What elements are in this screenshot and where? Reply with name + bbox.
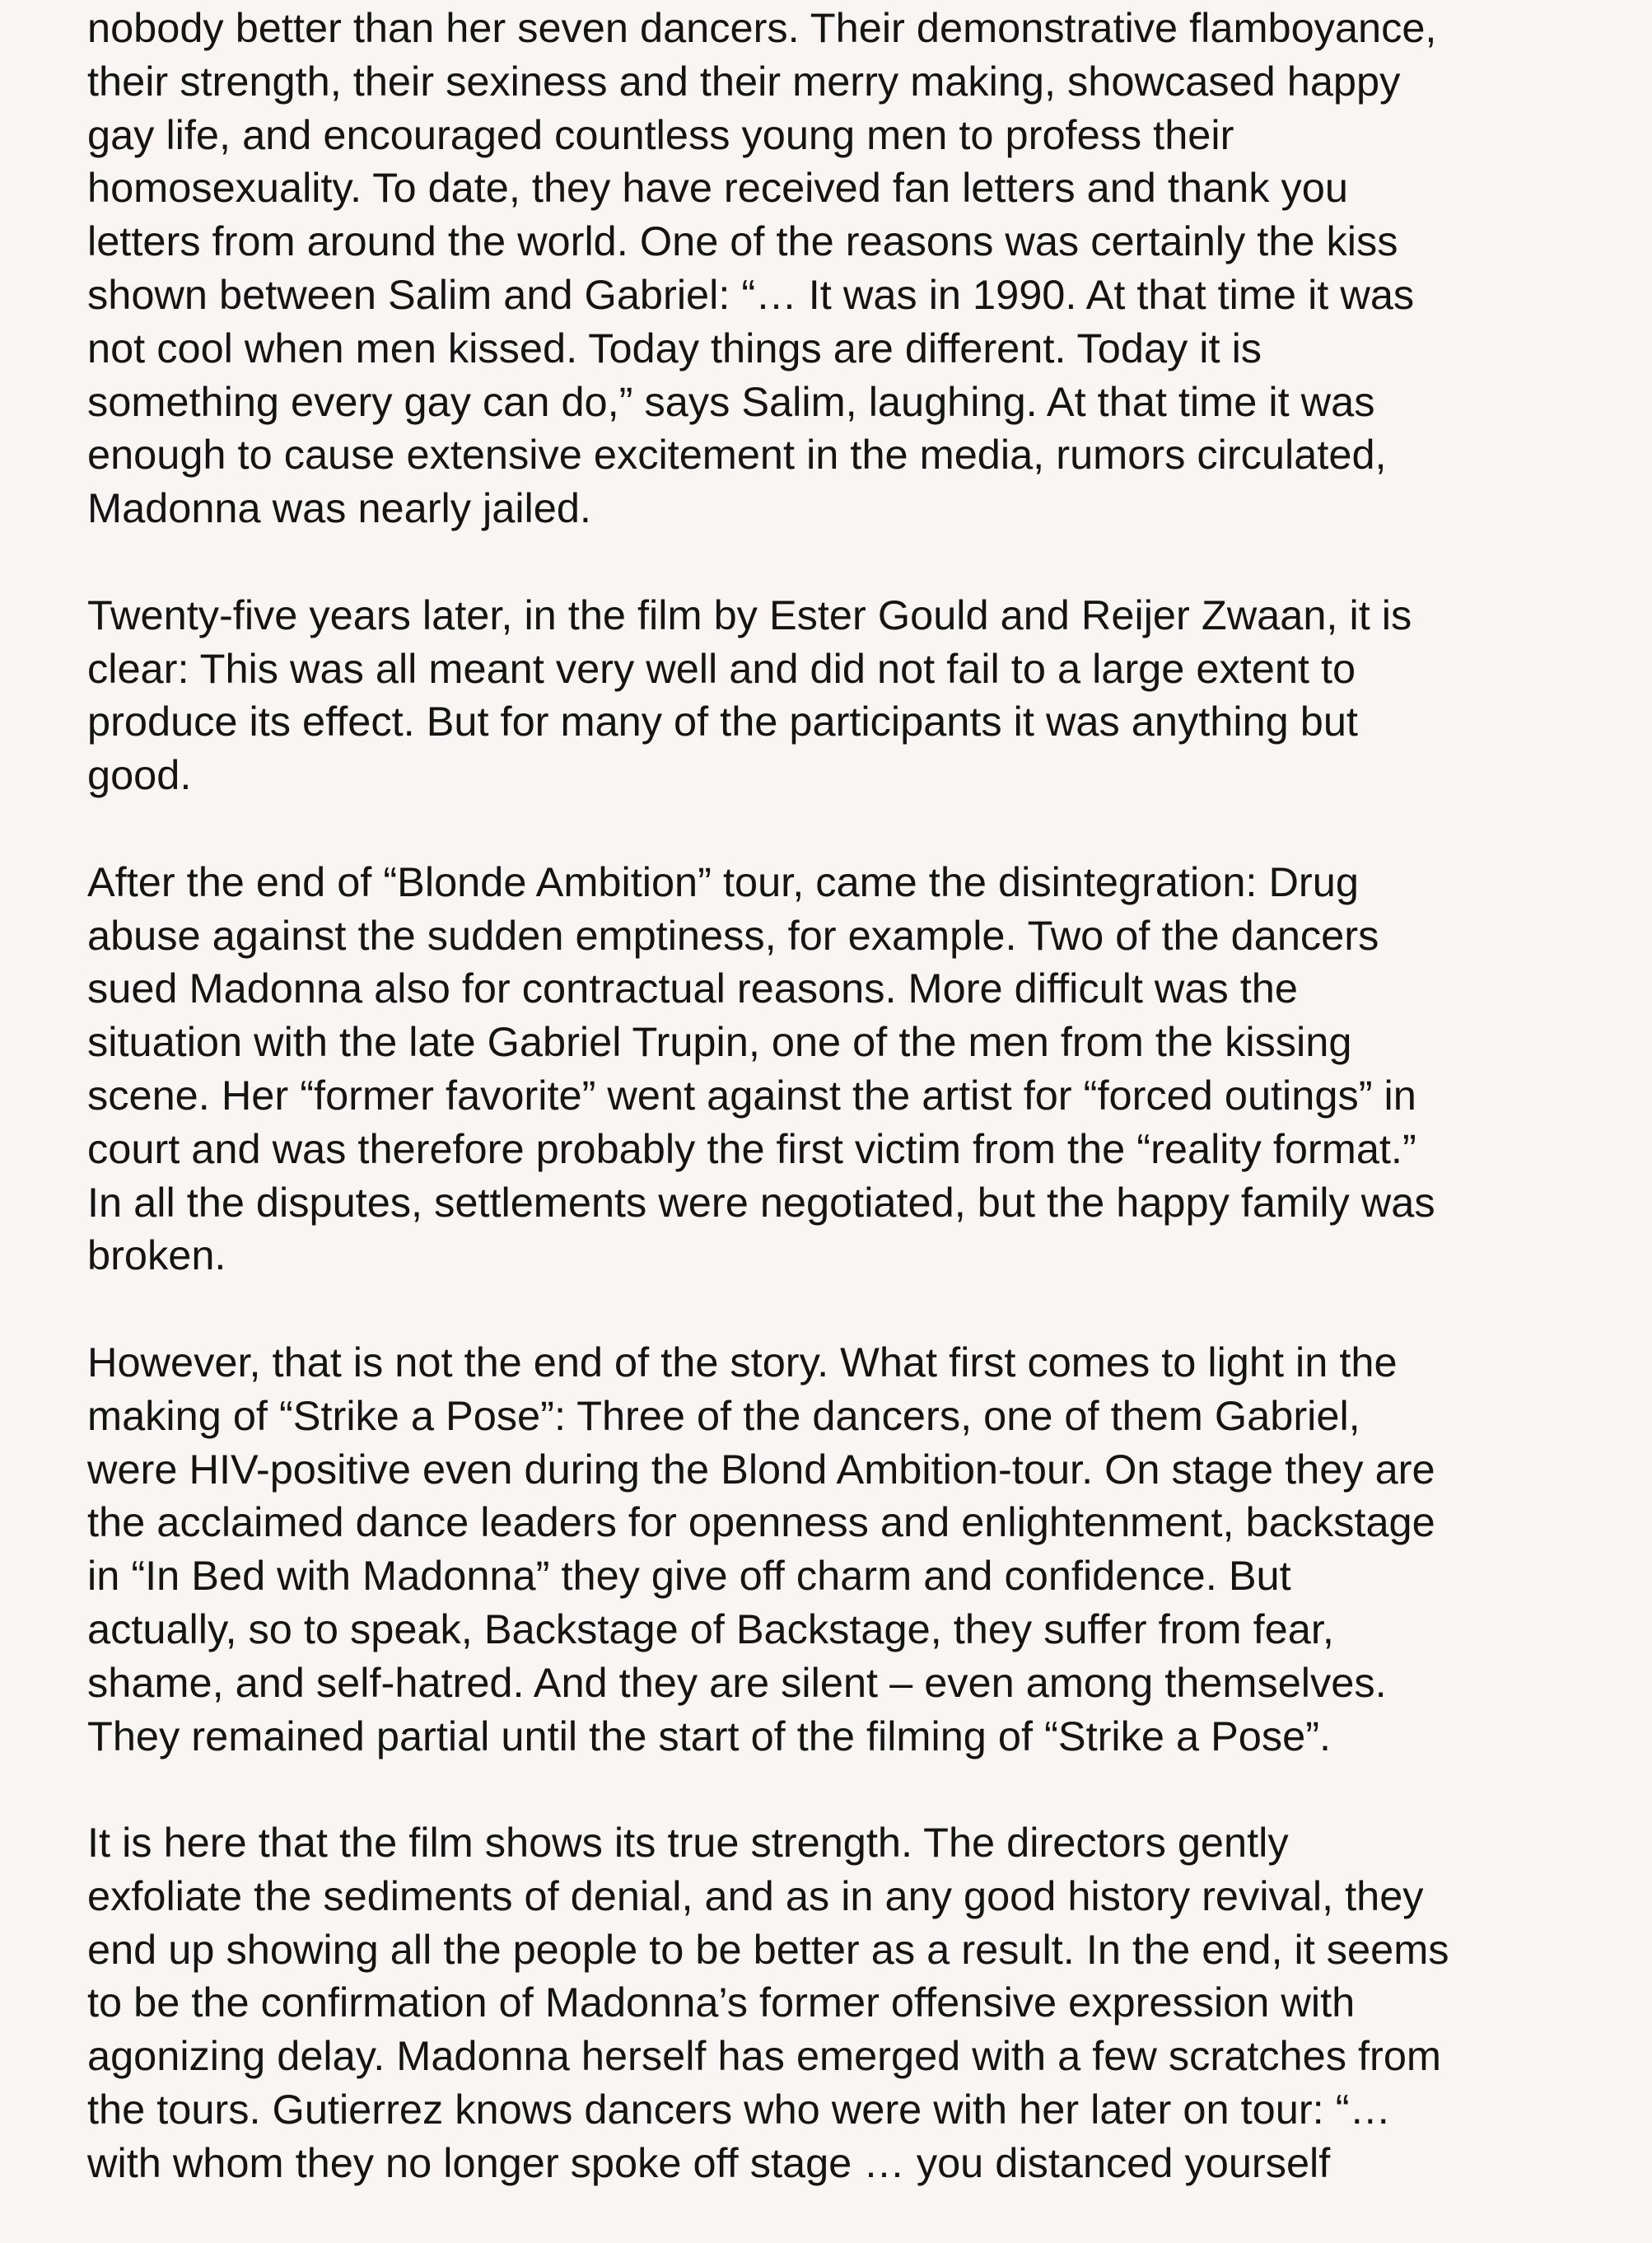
text-line: with whom they no longer spoke off stage … you distanced yourself: [87, 2138, 1331, 2186]
text-line: shame, and self-hatred. And they are silent – even among themselves.: [87, 1658, 1387, 1706]
text-line: their strength, their sexiness and their merry making, showcased happy: [87, 57, 1401, 105]
text-line: something every gay can do,” says Salim, laughing. At that time it was: [87, 377, 1375, 425]
text-line: actually, so to speak, Backstage of Backstage, they suffer from fear,: [87, 1605, 1334, 1652]
text-line: They remained partial until the start of the filming of “Strike a Pose”.: [87, 1712, 1332, 1759]
text-line: sued Madonna also for contractual reasons. More difficult was the: [87, 965, 1298, 1012]
text-line: in “In Bed with Madonna” they give off charm and confidence. But: [87, 1552, 1291, 1600]
text-line: enough to cause extensive excitement in the media, rumors circulated,: [87, 431, 1387, 479]
text-line: It is here that the film shows its true strength. The directors gently: [87, 1819, 1289, 1867]
text-line: shown between Salim and Gabriel: “… It was in 1990. At that time it was: [87, 270, 1415, 318]
text-line: making of “Strike a Pose”: Three of the dancers, one of them Gabriel,: [87, 1391, 1360, 1439]
text-line: situation with the late Gabriel Trupin, one of the men from the kissing: [87, 1018, 1352, 1066]
text-line: In all the disputes, settlements were negotiated, but the happy family was: [87, 1178, 1435, 1226]
text-line: abuse against the sudden emptiness, for example. Two of the dancers: [87, 911, 1379, 959]
text-line: homosexuality. To date, they have received fan letters and thank you: [87, 164, 1348, 212]
article-body: [87, 2, 1636, 2243]
text-line: end up showing all the people to be better as a result. In the end, it seems: [87, 1925, 1449, 1973]
text-line: clear: This was all meant very well and did not fail to a large extent to: [87, 644, 1356, 692]
text-line: broken.: [87, 1231, 226, 1279]
text-line: good.: [87, 751, 192, 799]
paragraph-2: [87, 589, 1636, 802]
text-line: agonizing delay. Madonna herself has emerged with a few scratches from: [87, 2032, 1441, 2080]
text-line: court and was therefore probably the first victim from the “reality format.”: [87, 1124, 1416, 1172]
text-line: not cool when men kissed. Today things are different. Today it is: [87, 324, 1262, 371]
text-line: produce its effect. But for many of the participants it was anything but: [87, 698, 1358, 745]
text-line: scene. Her “former favorite” went against the artist for “forced outings” in: [87, 1071, 1416, 1119]
paragraph-5: [87, 1816, 1636, 2190]
text-line: letters from around the world. One of the reasons was certainly the kiss: [87, 217, 1398, 265]
text-line: nobody better than her seven dancers. Their demonstrative flamboyance,: [87, 4, 1437, 51]
text-line: After the end of “Blonde Ambition” tour, came the disintegration: Drug: [87, 857, 1359, 905]
text-line: gay life, and encouraged countless young men to profess their: [87, 110, 1234, 158]
paragraph-1: [87, 2, 1636, 535]
text-line: exfoliate the sediments of denial, and as in any good history revival, they: [87, 1872, 1424, 1919]
text-line: the tours. Gutierrez knows dancers who were with her later on tour: “…: [87, 2086, 1392, 2133]
text-line: the acclaimed dance leaders for openness and enlightenment, backstage: [87, 1498, 1435, 1546]
text-line: However, that is not the end of the story. What first comes to light in the: [87, 1338, 1398, 1386]
text-line: Madonna was nearly jailed.: [87, 484, 591, 532]
paragraph-3: [87, 856, 1636, 1283]
text-line: were HIV-positive even during the Blond Ambition-tour. On stage they are: [87, 1445, 1435, 1493]
text-line: Twenty-five years later, in the film by Ester Gould and Reijer Zwaan, it is: [87, 591, 1412, 638]
text-line: to be the confirmation of Madonna’s former offensive expression with: [87, 1979, 1356, 2026]
paragraph-4: [87, 1336, 1636, 1763]
